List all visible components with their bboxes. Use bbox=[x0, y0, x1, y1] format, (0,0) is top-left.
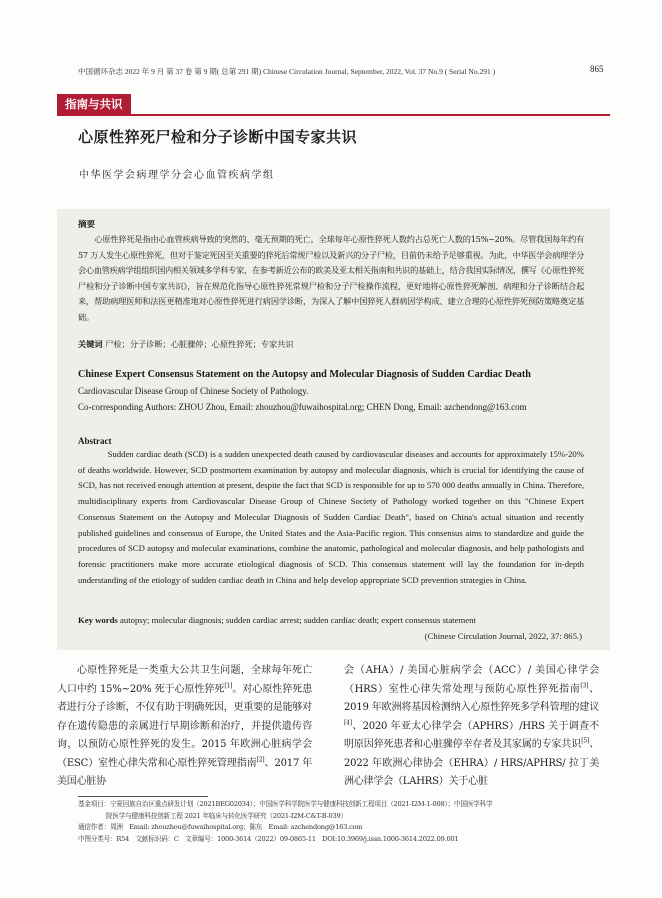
reference-mark[interactable]: [3] bbox=[580, 682, 589, 690]
abstract-text-cn: 心原性猝死是指由心血管疾病导致的突然的、毫无预期的死亡，全球每年心原性猝死人数约占总死亡人数的15%~20%。尽管我国每年约有 57 万人发生心原性猝死，但对于鉴定死因至关重要的猝死后常规尸检以及新兴的分子尸检，目前仍未给予足够重视。为此，中华医学会病理学分会心血管疾病学组组织国内相关领域多学科专家，在参考新近公布的欧美及亚太相关指南和共识的基础上，结合我国实际情况，撰写《心原性猝死尸检和分子诊断中国专家共识》，旨在规范化指导心原性猝死常规尸检和分子尸检操作流程，更好地将心原性猝死解剖、病理和分子诊断结合起来，帮助病理医师和法医更精准地对心原性猝死进行病因学诊断，为深入了解中国猝死人群病因学构成、建立合理的心原性猝死预防策略奠定基础。 bbox=[78, 234, 584, 322]
reference-mark[interactable]: [2] bbox=[256, 756, 265, 764]
section-rule bbox=[57, 114, 610, 116]
body-text: 心原性猝死是一类重大公共卫生问题，全球每年死亡人口中约 15%~20% 死于心原性猝死 bbox=[57, 665, 312, 695]
body-text: 。对心原性猝死患者进行分子诊断，不仅有助于明确死因，更重要的是能够对存在遗传隐患的亲属进行早期诊断和治疗，并提供遗传咨询，以预防心原性猝死的发生。2015 年欧洲心脏病学会（ESC）室性心律失常和心原性猝死管理指南 bbox=[57, 683, 312, 769]
keywords-label-en: Key words bbox=[78, 615, 118, 625]
body-text: 会（AHA）/ 美国心脏病学会（ACC）/ 美国心律学会（HRS）室性心律失常处理与预防心原性猝死指南 bbox=[344, 665, 599, 695]
abstract-heading-cn: 摘要 bbox=[78, 220, 96, 230]
footnotes bbox=[78, 799, 588, 845]
body-text: 、2020 年亚太心律学会（APHRS）/HRS 关于调查不明原因猝死患者和心脏骤停幸存者及其家属的专家共识 bbox=[344, 720, 599, 750]
keywords-value-cn: 尸检；分子诊断；心脏骤停；心原性猝死；专家共识 bbox=[105, 339, 294, 349]
body-column-right bbox=[344, 662, 599, 792]
keywords-cn bbox=[78, 339, 584, 350]
section-tag: 指南与共识 bbox=[57, 94, 131, 114]
reference-mark[interactable]: [5] bbox=[581, 737, 590, 745]
article-title-en: Chinese Expert Consensus Statement on the Autopsy and Molecular Diagnosis of Sudden Cardiac Death bbox=[78, 369, 531, 380]
article-title-cn: 心原性猝死尸检和分子诊断中国专家共识 bbox=[78, 128, 358, 146]
footnote-correspondence: 通信作者：周洲 Email: zhouzhou@fuwaihospital.org；陈东 Email: azchendong@163.com bbox=[78, 823, 363, 831]
keywords-en bbox=[78, 615, 476, 625]
keywords-value-en: autopsy; molecular diagnosis; sudden cardiac arrest; sudden cardiac death; expert consensus statement bbox=[120, 615, 476, 625]
keywords-label-cn: 关键词 bbox=[78, 339, 103, 349]
footnote-rule bbox=[78, 796, 208, 797]
footnote-classification: 中图分类号：R54 文献标识码：C 文章编号：1000-3614（2022）09-0865-11 DOI:10.3969/j.issn.1000-3614.2022.09.001 bbox=[78, 834, 459, 843]
footnote-fund-cont: 院医学与健康科技创新工程 2021 年临床与转化医学研究（2021-I2M-C&T-B-039） bbox=[106, 811, 347, 820]
author-group-cn: 中华医学会病理学分会心血管疾病学组 bbox=[79, 170, 275, 181]
body-column-left bbox=[57, 662, 312, 792]
citation: (Chinese Circulation Journal, 2022, 37: 865.) bbox=[424, 631, 582, 641]
abstract-heading-en: Abstract bbox=[78, 436, 112, 446]
corresponding-authors: Co-corresponding Authors: ZHOU Zhou, Email: zhouzhou@fuwaihospital.org; CHEN Dong, Email: azchendong@163.com bbox=[78, 402, 527, 412]
page-number: 865 bbox=[590, 64, 604, 74]
reference-mark[interactable]: [1] bbox=[224, 682, 233, 690]
body-text: 、2022 年欧洲心律协会（EHRA）/ HRS/APHRS/ 拉丁美洲心律学会（LAHRS）关于心脏 bbox=[344, 739, 599, 787]
reference-mark[interactable]: [4] bbox=[344, 719, 352, 727]
author-group-en: Cardiovascular Disease Group of Chinese Society of Pathology. bbox=[78, 386, 309, 396]
body-text: 、2017 年美国心脏协 bbox=[57, 757, 312, 787]
footnote-fund: 基金项目：宁夏回族自治区重点研发计划（2021BEG02034）；中国医学科学院医学与健康科技创新工程项目（2021-I2M-1-008）；中国医学科学 bbox=[78, 800, 493, 808]
body-text: 、2019 年欧洲将基因检测纳入心原性猝死多学科管理的建议 bbox=[344, 683, 599, 713]
abstract-text-en: Sudden cardiac death (SCD) is a sudden unexpected death caused by cardiovascular diseases and accounts for approximately 15%-20% of deaths worldwide. However, SCD postmortem examination by autopsy and molecular diagnosis, which is crucial for identifying the cause of SCD, has not received enough attention at present, despite the fact that SCD is responsible for up to 570 000 deaths annually in China. Therefore, multidisciplinary experts from Cardiovascular Disease Group of Chinese Society of Pathology worked together on this "Chinese Expert Consensus Statement on the Autopsy and Molecular Diagnosis of Sudden Cardiac Death", based on China's actual situation and recently published guidelines and consensus of Europe, the United States and the Asia-Pacific region. This consensus aims to standardize and guide the procedures of SCD autopsy and molecular examinations, combine the anatomic, pathological and molecular diagnosis, and help pathologists and forensic practitioners make more accurate etiological diagnosis of SCD. This consensus statement will lay the foundation for in-depth understanding of the etiology of sudden cardiac death in China and help develop appropriate SCD prevention strategies in China. bbox=[78, 449, 585, 585]
running-header: 中国循环杂志 2022 年 9 月 第 37 卷 第 9 期( 总第 291 期) Chinese Circulation Journal, September, 2022, Vol. 37 No.9 ( Serial No.291 ) bbox=[78, 67, 496, 76]
